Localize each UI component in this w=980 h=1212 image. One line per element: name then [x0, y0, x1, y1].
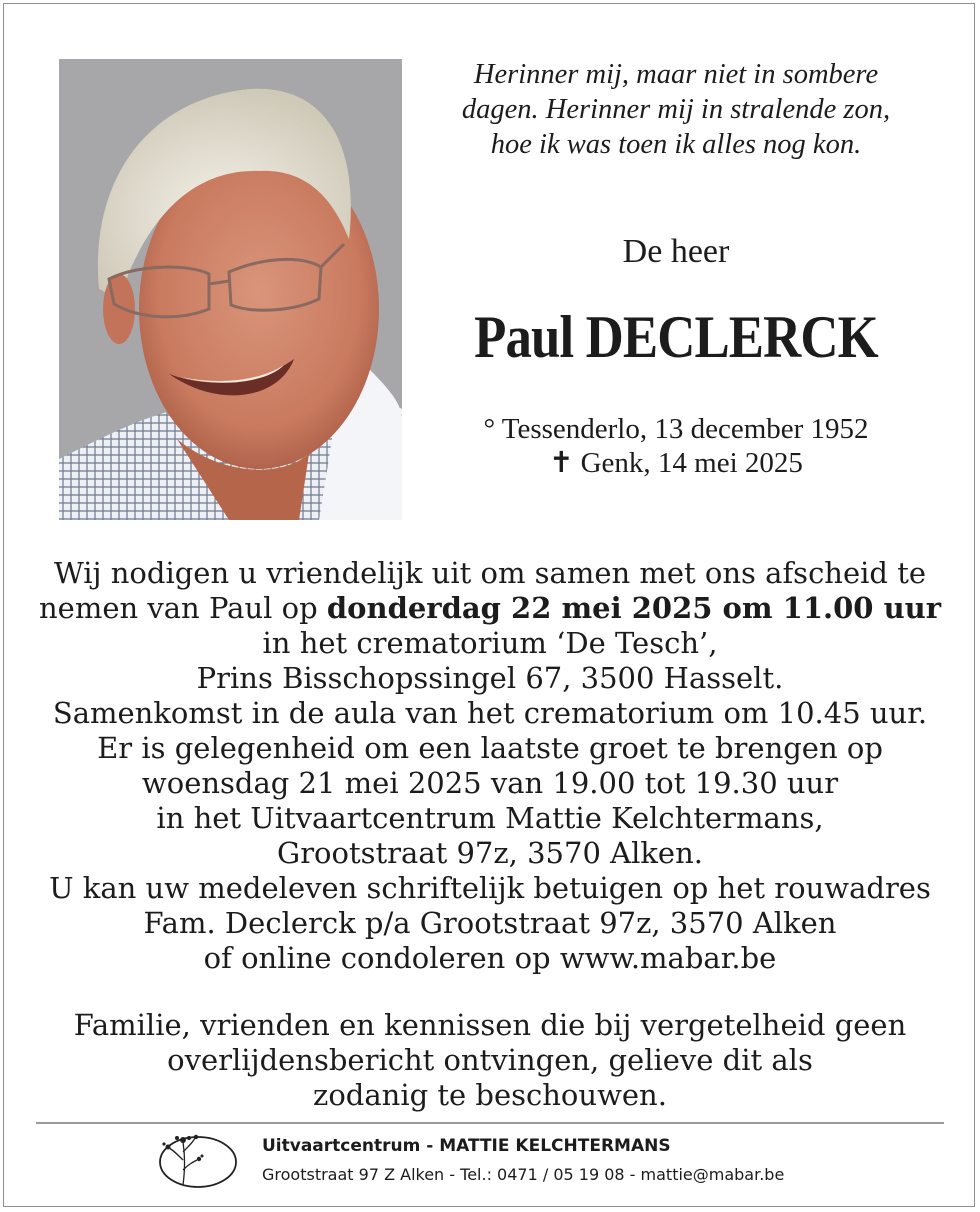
announcement-line: in het crematorium ‘De Tesch’,	[262, 626, 718, 660]
birth-date: ° Tessenderlo, 13 december 1952	[483, 413, 869, 445]
flower-logo-icon	[155, 1130, 241, 1190]
announcement-line: of online condoleren op www.mabar.be	[203, 941, 777, 975]
announcement-line: Er is gelegenheid om een laatste groet te brengen op	[97, 731, 883, 765]
quote-line: hoe ik was toen ik alles nog kon.	[490, 129, 862, 160]
ceremony-datetime: donderdag 22 mei 2025 om 11.00 uur	[326, 591, 942, 625]
announcement-line: Grootstraat 97z, 3570 Alken.	[277, 836, 703, 870]
closing-line: zodanig te beschouwen.	[313, 1078, 667, 1112]
quote-line: Herinner mij, maar niet in sombere	[473, 59, 879, 90]
funeral-announcement	[20, 556, 960, 976]
announcement-line	[20, 591, 960, 626]
closing-line: Familie, vrienden en kennissen die bij vergetelheid geen	[73, 1008, 907, 1042]
announcement-line: Wij nodigen u vriendelijk uit om samen met ons afscheid te	[53, 556, 927, 590]
announcement-text: nemen van Paul op	[38, 591, 327, 625]
announcement-line: in het Uitvaartcentrum Mattie Kelchtermans,	[156, 801, 824, 835]
announcement-line: Prins Bisschopssingel 67, 3500 Hasselt.	[196, 661, 784, 695]
announcement-line: woensdag 21 mei 2025 van 19.00 tot 19.30 uur	[141, 766, 839, 800]
closing-line: overlijdensbericht ontvingen, gelieve dit als	[167, 1043, 813, 1077]
footer-divider	[36, 1122, 944, 1124]
closing-note	[20, 1008, 960, 1113]
funeral-home-name: Uitvaartcentrum - MATTIE KELCHTERMANS	[262, 1136, 671, 1156]
honorific-title: De heer	[622, 233, 730, 270]
funeral-home-contact: Grootstraat 97 Z Alken - Tel.: 0471 / 05 19 08 - mattie@mabar.be	[262, 1165, 785, 1184]
life-dates	[412, 412, 940, 480]
announcement-line: Fam. Declerck p/a Grootstraat 97z, 3570 Alken	[143, 906, 837, 940]
deceased-name: Paul DECLERCK	[474, 304, 878, 370]
announcement-line: Samenkomst in de aula van het crematorium om 10.45 uur.	[52, 696, 928, 730]
memorial-quote	[412, 57, 940, 162]
quote-line: dagen. Herinner mij in stralende zon,	[461, 94, 891, 125]
death-date: ✝ Genk, 14 mei 2025	[549, 447, 803, 479]
portrait-photo	[59, 59, 402, 520]
announcement-line: U kan uw medeleven schriftelijk betuigen op het rouwadres	[49, 871, 931, 905]
